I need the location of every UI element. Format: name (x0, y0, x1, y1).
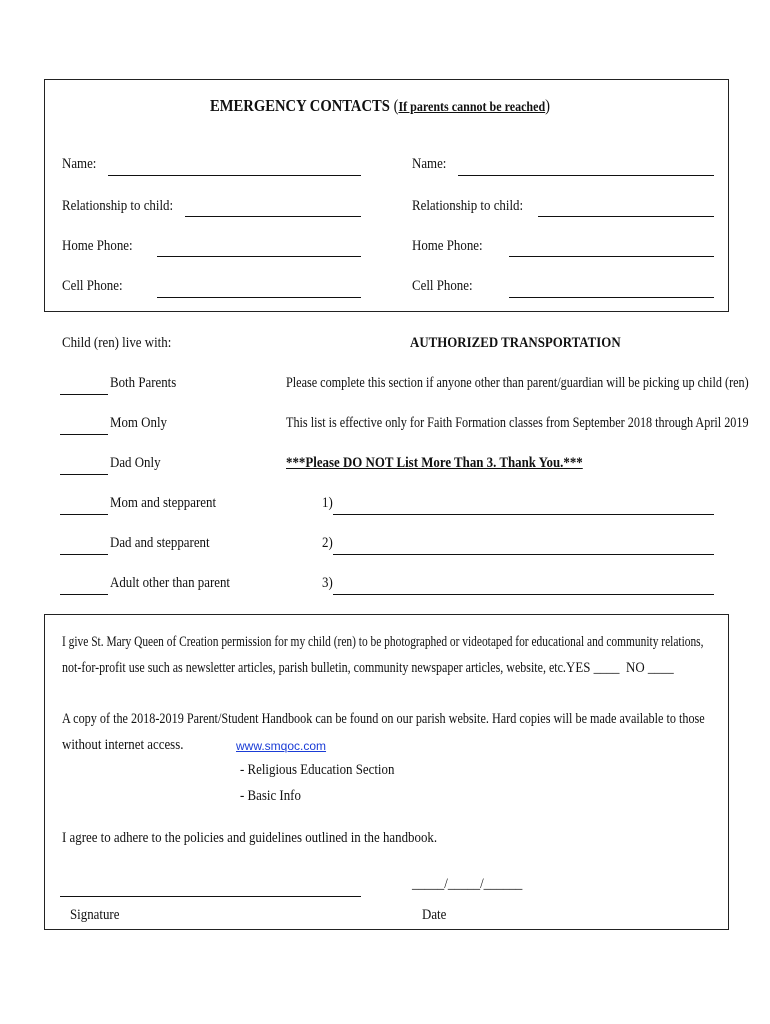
right-home-phone-field[interactable] (509, 256, 714, 257)
live-with-option-mom-stepparent: Mom and stepparent (110, 495, 217, 511)
date-field[interactable]: _____/_____/______ (412, 876, 523, 892)
live-with-option-both-parents: Both Parents (110, 375, 177, 391)
permission-line-1: I give St. Mary Queen of Creation permission for my child (ren) to be photographed or videotaped for educational and community relations, (62, 634, 704, 650)
date-label: Date (422, 907, 447, 923)
left-name-field[interactable] (108, 175, 361, 176)
left-relationship-label: Relationship to child: (62, 198, 174, 214)
emergency-title-close: ) (545, 96, 551, 115)
right-cell-phone-field[interactable] (509, 297, 714, 298)
transport-instruction-2: This list is effective only for Faith Formation classes from September 2018 through April 2019 (286, 415, 749, 431)
transport-entry-field-1[interactable] (333, 514, 714, 515)
right-name-label: Name: (412, 156, 447, 172)
right-home-phone-label: Home Phone: (412, 238, 483, 254)
handbook-line-2: without internet access. (62, 737, 184, 753)
left-home-phone-field[interactable] (157, 256, 361, 257)
live-with-option-adult-other: Adult other than parent (110, 575, 231, 591)
handbook-section-2: - Basic Info (240, 788, 301, 804)
transport-instruction-1: Please complete this section if anyone other than parent/guardian will be picking up child (ren) (286, 375, 749, 391)
live-with-blank-mom-stepparent[interactable] (60, 514, 108, 515)
live-with-blank-dad-only[interactable] (60, 474, 108, 475)
live-with-blank-both-parents[interactable] (60, 394, 108, 395)
transport-warning: ***Please DO NOT List More Than 3. Thank You.*** (286, 455, 583, 471)
permission-yes[interactable]: YES ____ (566, 660, 620, 676)
live-with-heading: Child (ren) live with: (62, 335, 172, 351)
transport-heading: AUTHORIZED TRANSPORTATION (410, 335, 621, 351)
left-cell-phone-label: Cell Phone: (62, 278, 123, 294)
left-cell-phone-field[interactable] (157, 297, 361, 298)
signature-label: Signature (70, 907, 120, 923)
live-with-option-mom-only: Mom Only (110, 415, 167, 431)
emergency-title-sub: If parents cannot be reached (398, 100, 546, 115)
right-name-field[interactable] (458, 175, 714, 176)
emergency-title-main: EMERGENCY CONTACTS (210, 96, 390, 115)
live-with-blank-dad-stepparent[interactable] (60, 554, 108, 555)
permission-line-2: not-for-profit use such as newsletter articles, parish bulletin, community newspaper articles, website, etc. (62, 660, 566, 676)
left-relationship-field[interactable] (185, 216, 361, 217)
agree-statement: I agree to adhere to the policies and guidelines outlined in the handbook. (62, 830, 438, 846)
right-cell-phone-label: Cell Phone: (412, 278, 473, 294)
live-with-option-dad-stepparent: Dad and stepparent (110, 535, 210, 551)
live-with-option-dad-only: Dad Only (110, 455, 161, 471)
emergency-title (210, 96, 550, 116)
left-name-label: Name: (62, 156, 97, 172)
right-relationship-label: Relationship to child: (412, 198, 524, 214)
transport-entry-number-3: 3) (322, 575, 333, 591)
transport-entry-field-2[interactable] (333, 554, 714, 555)
live-with-blank-adult-other[interactable] (60, 594, 108, 595)
permission-no[interactable]: NO ____ (626, 660, 674, 676)
emergency-title-open: ( (393, 96, 399, 115)
transport-entry-number-2: 2) (322, 535, 333, 551)
handbook-line-1: A copy of the 2018-2019 Parent/Student Handbook can be found on our parish website. Hard copies will be made available to those (62, 711, 705, 727)
transport-entry-field-3[interactable] (333, 594, 714, 595)
handbook-section-1: - Religious Education Section (240, 762, 395, 778)
transport-entry-number-1: 1) (322, 495, 333, 511)
signature-field[interactable] (60, 896, 361, 897)
right-relationship-field[interactable] (538, 216, 714, 217)
website-link[interactable]: www.smqoc.com (236, 739, 327, 753)
live-with-blank-mom-only[interactable] (60, 434, 108, 435)
left-home-phone-label: Home Phone: (62, 238, 133, 254)
